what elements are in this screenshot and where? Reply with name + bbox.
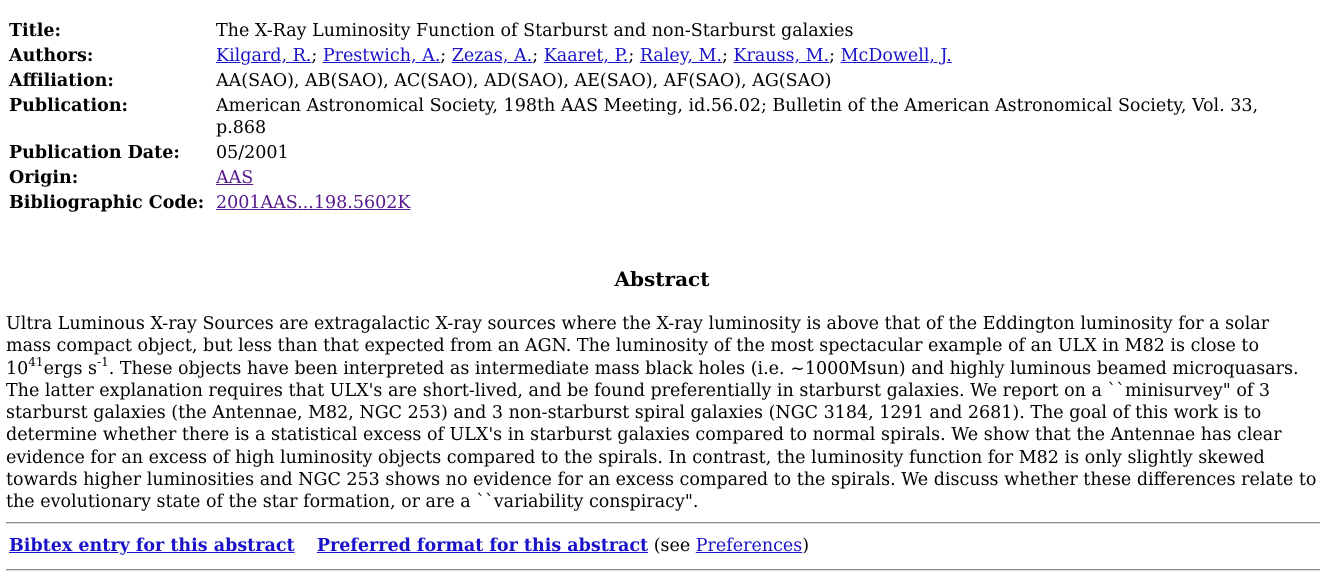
author-link[interactable]: Kilgard, R. xyxy=(216,46,312,66)
affiliation-label: Affiliation: xyxy=(9,71,114,91)
pubdate-row xyxy=(6,141,1316,166)
author-separator: ; xyxy=(532,46,544,66)
preferences-link[interactable]: Preferences xyxy=(695,536,803,556)
bibcode-link[interactable]: 2001AAS...198.5602K xyxy=(216,193,411,213)
abstract-part: Ultra Luminous X-ray Sources are extragalactic X-ray sources where the X-ray luminosity is above that of the Eddington luminosity for a solar mass compact object, but less than that expected from an AGN. The luminosity of the most spectacular example of an ULX in M82 is close to 10 xyxy=(6,314,1270,379)
abstract-heading: Abstract xyxy=(614,267,710,291)
affiliation-value: AA(SAO), AB(SAO), AC(SAO), AD(SAO), AE(SAO), AF(SAO), AG(SAO) xyxy=(216,71,832,91)
origin-row xyxy=(6,166,1316,191)
bibcode-label: Bibliographic Code: xyxy=(9,193,205,213)
author-link[interactable]: McDowell, J. xyxy=(840,46,952,66)
origin-link[interactable]: AAS xyxy=(216,168,254,188)
abstract-text xyxy=(6,313,1318,514)
author-separator: ; xyxy=(628,46,640,66)
affiliation-row xyxy=(6,69,1316,94)
abstract-superscript: -1 xyxy=(97,354,109,369)
publication-label: Publication: xyxy=(9,96,128,116)
bibcode-value xyxy=(213,191,1316,216)
publication-row xyxy=(6,94,1316,141)
author-link[interactable]: Krauss, M. xyxy=(733,46,830,66)
origin-value xyxy=(213,166,1316,191)
authors-row xyxy=(6,44,1316,69)
author-link[interactable]: Prestwich, A. xyxy=(322,46,441,66)
format-links xyxy=(9,535,809,557)
publication-value: American Astronomical Society, 198th AAS Meeting, id.56.02; Bulletin of the American Astronomical Society, Vol. 33, p.868 xyxy=(216,96,1259,138)
see-open-text: (see xyxy=(653,536,696,556)
author-separator: ; xyxy=(721,46,734,66)
author-link[interactable]: Zezas, A. xyxy=(451,46,533,66)
divider-bottom xyxy=(6,569,1320,571)
author-separator: ; xyxy=(311,46,323,66)
origin-label: Origin: xyxy=(9,168,79,188)
see-close-text: ) xyxy=(802,536,810,556)
author-link[interactable]: Kaaret, P. xyxy=(543,46,629,66)
pubdate-value: 05/2001 xyxy=(216,143,289,163)
metadata-table xyxy=(6,19,1316,216)
preferred-format-link[interactable]: Preferred format for this abstract xyxy=(316,536,649,556)
bibtex-link[interactable]: Bibtex entry for this abstract xyxy=(9,536,295,556)
title-label: Title: xyxy=(9,21,61,41)
abstract-part: . These objects have been interpreted as intermediate mass black holes (i.e. ~1000Msun) and highly luminous beamed microquasars. The latter explanation requires that ULX's are short-lived, and be found preferentially in starburst galaxies. We report on a ``minisurvey" of 3 starburst galaxies (the Antennae, M82, NGC 253) and 3 non-starburst spiral galaxies (NGC 3184, 1291 and 2681). The goal of this work is to determine whether there is a statistical excess of ULX's in starburst galaxies compared to normal spirals. We show that the Antennae has clear evidence for an excess of high luminosity objects compared to the spirals. In contrast, the luminosity function for M82 is only slightly skewed towards higher luminosities and NGC 253 shows no evidence for an excess compared to the spirals. We discuss whether these differences relate to the evolutionary state of the star formation, or are a ``variability conspiracy". xyxy=(6,358,1317,513)
title-row xyxy=(6,19,1316,44)
abstract-superscript: 41 xyxy=(28,354,44,369)
title-value: The X-Ray Luminosity Function of Starburst and non-Starburst galaxies xyxy=(216,21,854,41)
bibcode-row xyxy=(6,191,1316,216)
author-separator: ; xyxy=(440,46,452,66)
divider-top xyxy=(6,522,1320,524)
pubdate-label: Publication Date: xyxy=(9,143,180,163)
authors-label: Authors: xyxy=(9,46,94,66)
authors-value xyxy=(213,44,1316,69)
author-link[interactable]: Raley, M. xyxy=(639,46,722,66)
author-separator: ; xyxy=(829,46,841,66)
abstract-part: ergs s xyxy=(43,358,98,379)
